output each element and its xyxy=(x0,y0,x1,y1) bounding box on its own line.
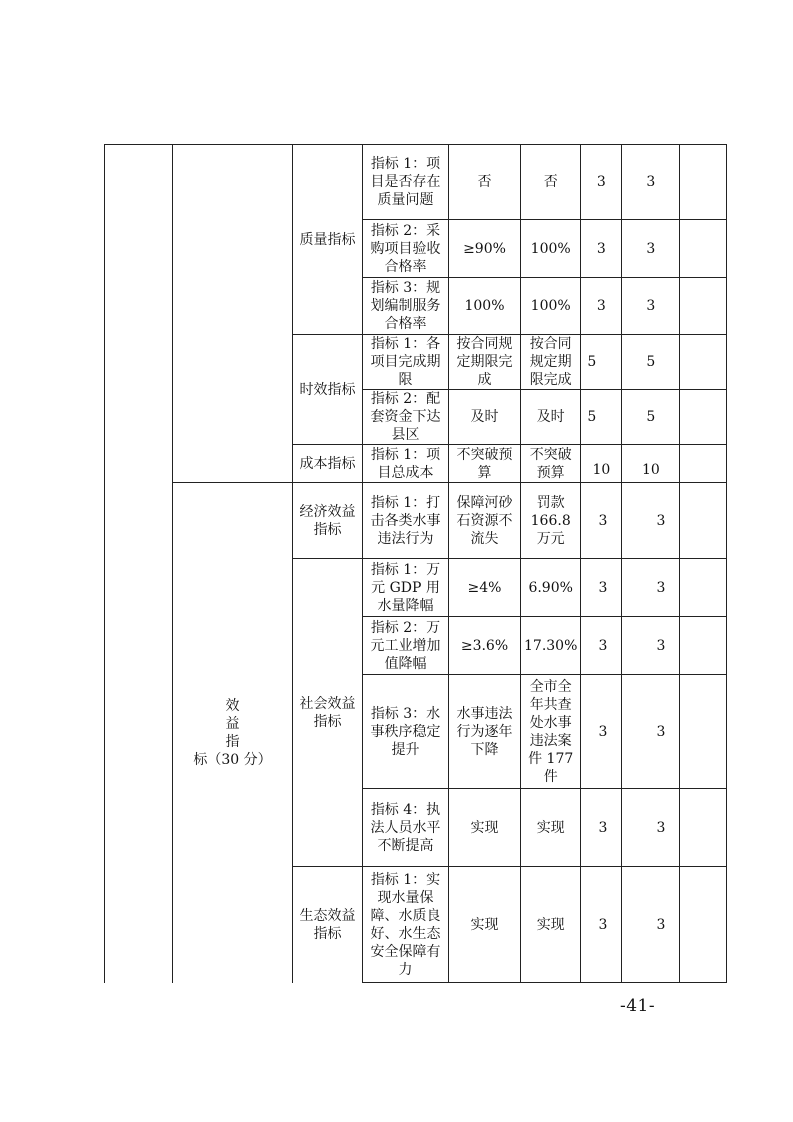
benefit-char: 指 xyxy=(225,733,240,750)
indicator-cell: 指标 2：采购项目验收合格率 xyxy=(363,220,449,278)
weight-cell: 3 xyxy=(581,278,622,335)
target-cell: 按合同规定期限完成 xyxy=(449,335,521,390)
benefit-char: 益 xyxy=(225,715,240,732)
actual-cell: 17.30% xyxy=(521,617,581,675)
score-cell: 10 xyxy=(622,445,680,483)
actual-cell: 全市全年共查处水事违法案件 177 件 xyxy=(521,675,581,789)
score-cell: 3 xyxy=(622,867,680,983)
score-cell: 5 xyxy=(622,335,680,390)
target-cell: 100% xyxy=(449,278,521,335)
weight-cell: 3 xyxy=(581,220,622,278)
actual-cell: 罚款 166.8 万元 xyxy=(521,483,581,559)
deduction-reason-cell xyxy=(680,675,727,789)
actual-cell: 否 xyxy=(521,145,581,220)
score-cell: 3 xyxy=(622,483,680,559)
weight-cell: 10 xyxy=(581,445,622,483)
deduction-reason-cell xyxy=(680,445,727,483)
target-cell: 不突破预算 xyxy=(449,445,521,483)
indicator-cell: 指标 1：打击各类水事违法行为 xyxy=(363,483,449,559)
quality-indicator-cell: 质量指标 xyxy=(293,145,363,335)
deduction-reason-cell xyxy=(680,617,727,675)
indicator-cell: 指标 1：实现水量保障、水质良好、水生态安全保障有力 xyxy=(363,867,449,983)
indicator-cell: 指标 3：规划编制服务合格率 xyxy=(363,278,449,335)
score-cell: 3 xyxy=(622,278,680,335)
score-cell: 5 xyxy=(622,390,680,445)
weight-cell: 3 xyxy=(581,145,622,220)
deduction-reason-cell xyxy=(680,867,727,983)
target-cell: ≥90% xyxy=(449,220,521,278)
actual-cell: 按合同规定期限完成 xyxy=(521,335,581,390)
cost-indicator-cell: 成本指标 xyxy=(293,445,363,483)
deduction-reason-cell xyxy=(680,483,727,559)
weight-cell: 5 xyxy=(581,335,622,390)
actual-cell: 100% xyxy=(521,278,581,335)
score-cell: 3 xyxy=(622,789,680,867)
target-cell: ≥3.6% xyxy=(449,617,521,675)
deduction-reason-cell xyxy=(680,145,727,220)
benefit-indicator-cell xyxy=(173,483,293,983)
target-cell: 及时 xyxy=(449,390,521,445)
indicator-cell: 指标 2：配套资金下达县区 xyxy=(363,390,449,445)
weight-cell: 3 xyxy=(581,867,622,983)
indicator-cell: 指标 1：各项目完成期限 xyxy=(363,335,449,390)
target-cell: 实现 xyxy=(449,789,521,867)
actual-cell: 100% xyxy=(521,220,581,278)
target-cell: 实现 xyxy=(449,867,521,983)
actual-cell: 实现 xyxy=(521,867,581,983)
weight-cell: 5 xyxy=(581,390,622,445)
weight-cell: 3 xyxy=(581,617,622,675)
indicator-cell: 指标 1：项目是否存在质量问题 xyxy=(363,145,449,220)
actual-cell: 及时 xyxy=(521,390,581,445)
actual-cell: 不突破预算 xyxy=(521,445,581,483)
actual-cell: 实现 xyxy=(521,789,581,867)
score-cell: 3 xyxy=(622,675,680,789)
score-cell: 3 xyxy=(622,617,680,675)
deduction-reason-cell xyxy=(680,789,727,867)
ecological-indicator-cell: 生态效益指标 xyxy=(293,867,363,983)
page-number: -41- xyxy=(620,996,656,1016)
weight-cell: 3 xyxy=(581,483,622,559)
level1-output-cell xyxy=(173,145,293,483)
economic-indicator-cell: 经济效益指标 xyxy=(293,483,363,559)
target-cell: 保障河砂石资源不流失 xyxy=(449,483,521,559)
deduction-reason-cell xyxy=(680,335,727,390)
deduction-reason-cell xyxy=(680,390,727,445)
benefit-label: 标（30 分） xyxy=(193,751,272,768)
target-cell: ≥4% xyxy=(449,559,521,617)
weight-cell: 3 xyxy=(581,559,622,617)
performance-table xyxy=(104,144,727,983)
weight-cell: 3 xyxy=(581,789,622,867)
deduction-reason-cell xyxy=(680,220,727,278)
actual-cell: 6.90% xyxy=(521,559,581,617)
deduction-reason-cell xyxy=(680,278,727,335)
target-cell: 水事违法行为逐年下降 xyxy=(449,675,521,789)
deduction-reason-cell xyxy=(680,559,727,617)
timeliness-indicator-cell: 时效指标 xyxy=(293,335,363,445)
benefit-char: 效 xyxy=(225,697,240,714)
social-indicator-cell: 社会效益指标 xyxy=(293,559,363,867)
score-cell: 3 xyxy=(622,145,680,220)
score-cell: 3 xyxy=(622,220,680,278)
indicator-cell: 指标 1：项目总成本 xyxy=(363,445,449,483)
level1-cell xyxy=(105,145,173,983)
weight-cell: 3 xyxy=(581,675,622,789)
indicator-cell: 指标 4：执法人员水平不断提高 xyxy=(363,789,449,867)
target-cell: 否 xyxy=(449,145,521,220)
indicator-cell: 指标 3：水事秩序稳定提升 xyxy=(363,675,449,789)
score-cell: 3 xyxy=(622,559,680,617)
indicator-cell: 指标 2：万元工业增加值降幅 xyxy=(363,617,449,675)
indicator-cell: 指标 1：万元 GDP 用水量降幅 xyxy=(363,559,449,617)
